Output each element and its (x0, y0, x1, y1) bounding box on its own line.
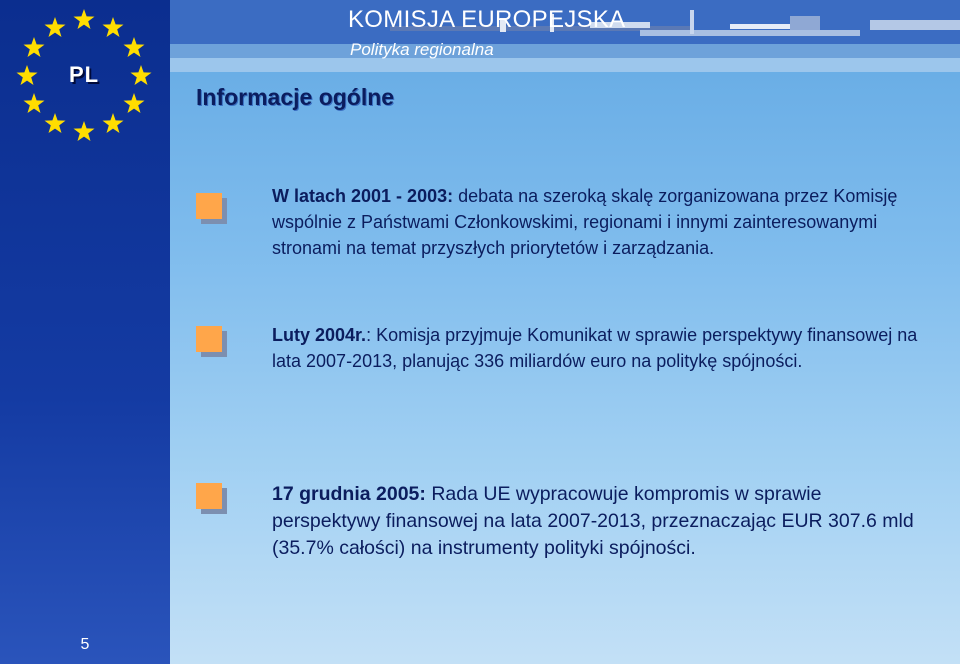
country-code-label: PL (68, 62, 100, 87)
bullet-square-icon (196, 483, 222, 509)
header-banner (170, 0, 960, 72)
page-number: 5 (80, 636, 90, 653)
page-title: Informacje ogólne (196, 84, 395, 110)
item-description: debata na szeroką skalę zorganizowana przez Komisję wspólnie z Państwami Członkowskimi, regionami i innymi zainteresowanymi stronami na temat przyszłych priorytetów i zarządzania. (272, 186, 898, 258)
bullet-square-icon (196, 326, 222, 352)
bullet-square-icon (196, 193, 222, 219)
item-date: Luty 2004r. (272, 325, 367, 345)
item-description: : Komisja przyjmuje Komunikat w sprawie perspektywy finansowej na lata 2007-2013, planując 336 miliardów euro na politykę spójności. (272, 325, 918, 371)
item-date: 17 grudnia 2005: (272, 483, 426, 505)
brand-title: KOMISJA EUROPEJSKA (348, 6, 626, 33)
info-item-3 (272, 481, 932, 562)
eu-flag-sidebar (0, 0, 170, 664)
brand-subtitle: Polityka regionalna (350, 40, 494, 59)
info-item-2 (272, 322, 932, 374)
info-item-1 (272, 183, 932, 261)
item-date: W latach 2001 - 2003: (272, 186, 454, 206)
item-description: Rada UE wypracowuje kompromis w sprawie perspektywy finansowej na lata 2007-2013, przeznaczając EUR 307.6 mld (35.7% całości) na instrumenty polityki spójności. (272, 483, 914, 559)
